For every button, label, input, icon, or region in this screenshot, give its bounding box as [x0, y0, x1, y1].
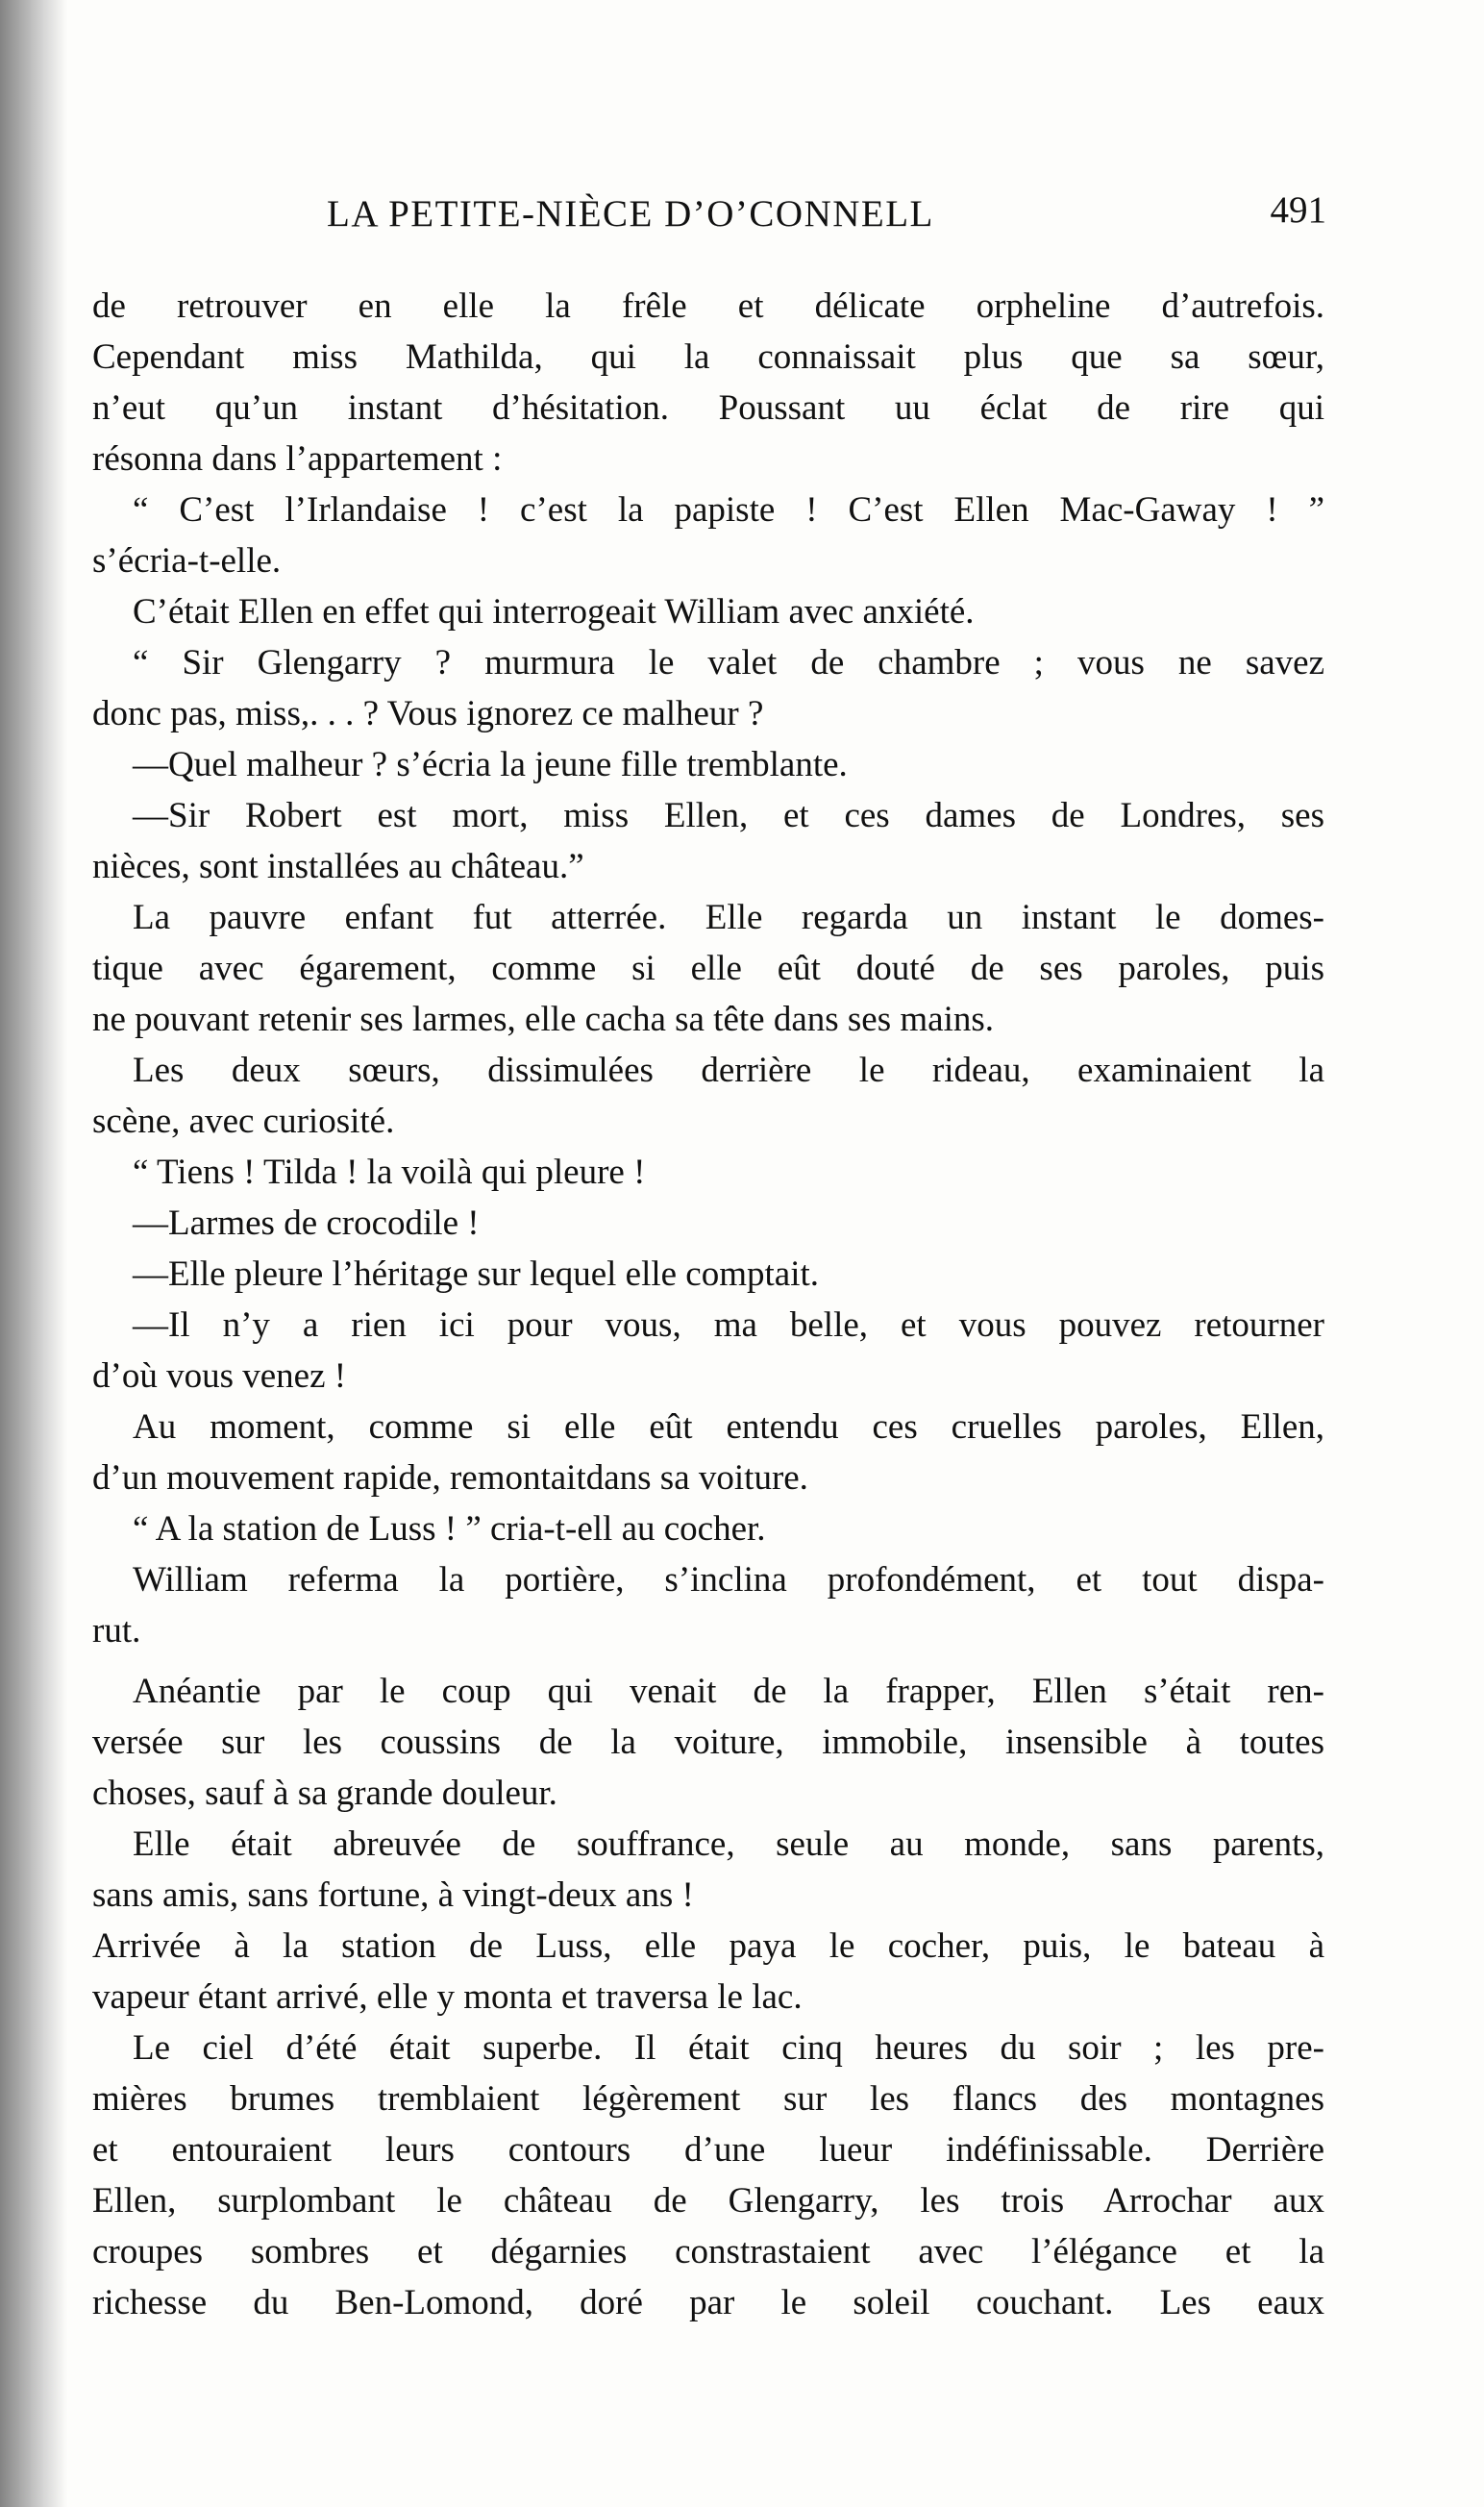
text-line: richesse du Ben-Lomond, doré par le soleil couchant. Les eaux	[92, 2283, 1324, 2322]
text-line: Au moment, comme si elle eût entendu ces cruelles paroles, Ellen,	[133, 1407, 1324, 1447]
text-line: vapeur étant arrivé, elle y monta et traversa le lac.	[92, 1977, 803, 2017]
page-header	[96, 189, 1326, 250]
text-line: Les deux sœurs, dissimulées derrière le rideau, examinaient la	[133, 1051, 1324, 1090]
text-line: nièces, sont installées au château.”	[92, 847, 584, 886]
text-line: —Elle pleure l’héritage sur lequel elle comptait.	[133, 1254, 820, 1294]
text-line: —Sir Robert est mort, miss Ellen, et ces dames de Londres, ses	[133, 796, 1324, 835]
page-gutter-shadow	[0, 0, 67, 2507]
text-line: La pauvre enfant fut atterrée. Elle regarda un instant le domes-	[133, 898, 1324, 937]
text-line: mières brumes tremblaient légèrement sur les flancs des montagnes	[92, 2079, 1324, 2119]
text-line: “ C’est l’Irlandaise ! c’est la papiste ! C’est Ellen Mac-Gaway ! ”	[133, 490, 1324, 530]
text-line: “ Sir Glengarry ? murmura le valet de chambre ; vous ne savez	[133, 643, 1324, 683]
text-line: William referma la portière, s’inclina profondément, et tout dispa-	[133, 1560, 1324, 1600]
body-text	[92, 281, 1324, 2328]
text-line: donc pas, miss,. . . ? Vous ignorez ce malheur ?	[92, 694, 764, 733]
text-line: ne pouvant retenir ses larmes, elle cacha sa tête dans ses mains.	[92, 1000, 995, 1039]
text-line: tique avec égarement, comme si elle eût douté de ses paroles, puis	[92, 949, 1324, 988]
text-line: n’eut qu’un instant d’hésitation. Poussant uu éclat de rire qui	[92, 388, 1324, 428]
text-line: d’où vous venez !	[92, 1356, 347, 1396]
text-line: —Il n’y a rien ici pour vous, ma belle, et vous pouvez retourner	[133, 1305, 1324, 1345]
page-number: 491	[1270, 189, 1326, 231]
text-line: résonna dans l’appartement :	[92, 439, 503, 479]
text-line: Anéantie par le coup qui venait de la frapper, Ellen s’était ren-	[133, 1672, 1324, 1711]
text-line: s’écria-t-elle.	[92, 541, 282, 581]
text-line: Cependant miss Mathilda, qui la connaissait plus que sa sœur,	[92, 337, 1324, 377]
text-line: C’était Ellen en effet qui interrogeait William avec anxiété.	[133, 592, 975, 632]
text-line: —Larmes de crocodile !	[133, 1204, 480, 1243]
text-line: croupes sombres et dégarnies constrastaient avec l’élégance et la	[92, 2232, 1324, 2271]
running-title: LA PETITE-NIÈCE D’O’CONNELL	[327, 193, 934, 235]
text-line: Ellen, surplombant le château de Glengarry, les trois Arrochar aux	[92, 2181, 1324, 2221]
paragraph-gap	[92, 1656, 1324, 1666]
text-line: rut.	[92, 1611, 141, 1651]
text-line: “ A la station de Luss ! ” cria-t-ell au cocher.	[133, 1509, 766, 1549]
text-line: Elle était abreuvée de souffrance, seule au monde, sans parents,	[133, 1824, 1324, 1864]
text-line: de retrouver en elle la frêle et délicate orpheline d’autrefois.	[92, 286, 1324, 326]
text-line: Arrivée à la station de Luss, elle paya le cocher, puis, le bateau à	[92, 1926, 1324, 1966]
text-line: versée sur les coussins de la voiture, immobile, insensible à toutes	[92, 1723, 1324, 1762]
text-line: Le ciel d’été était superbe. Il était cinq heures du soir ; les pre-	[133, 2028, 1324, 2068]
text-line: et entouraient leurs contours d’une lueur indéfinissable. Derrière	[92, 2130, 1324, 2170]
text-line: “ Tiens ! Tilda ! la voilà qui pleure !	[133, 1153, 646, 1192]
text-line: —Quel malheur ? s’écria la jeune fille tremblante.	[133, 745, 848, 784]
text-line: choses, sauf à sa grande douleur.	[92, 1774, 557, 1813]
text-line: sans amis, sans fortune, à vingt-deux ans !	[92, 1875, 694, 1915]
text-line: scène, avec curiosité.	[92, 1102, 395, 1141]
text-line: d’un mouvement rapide, remontaitdans sa voiture.	[92, 1458, 808, 1498]
